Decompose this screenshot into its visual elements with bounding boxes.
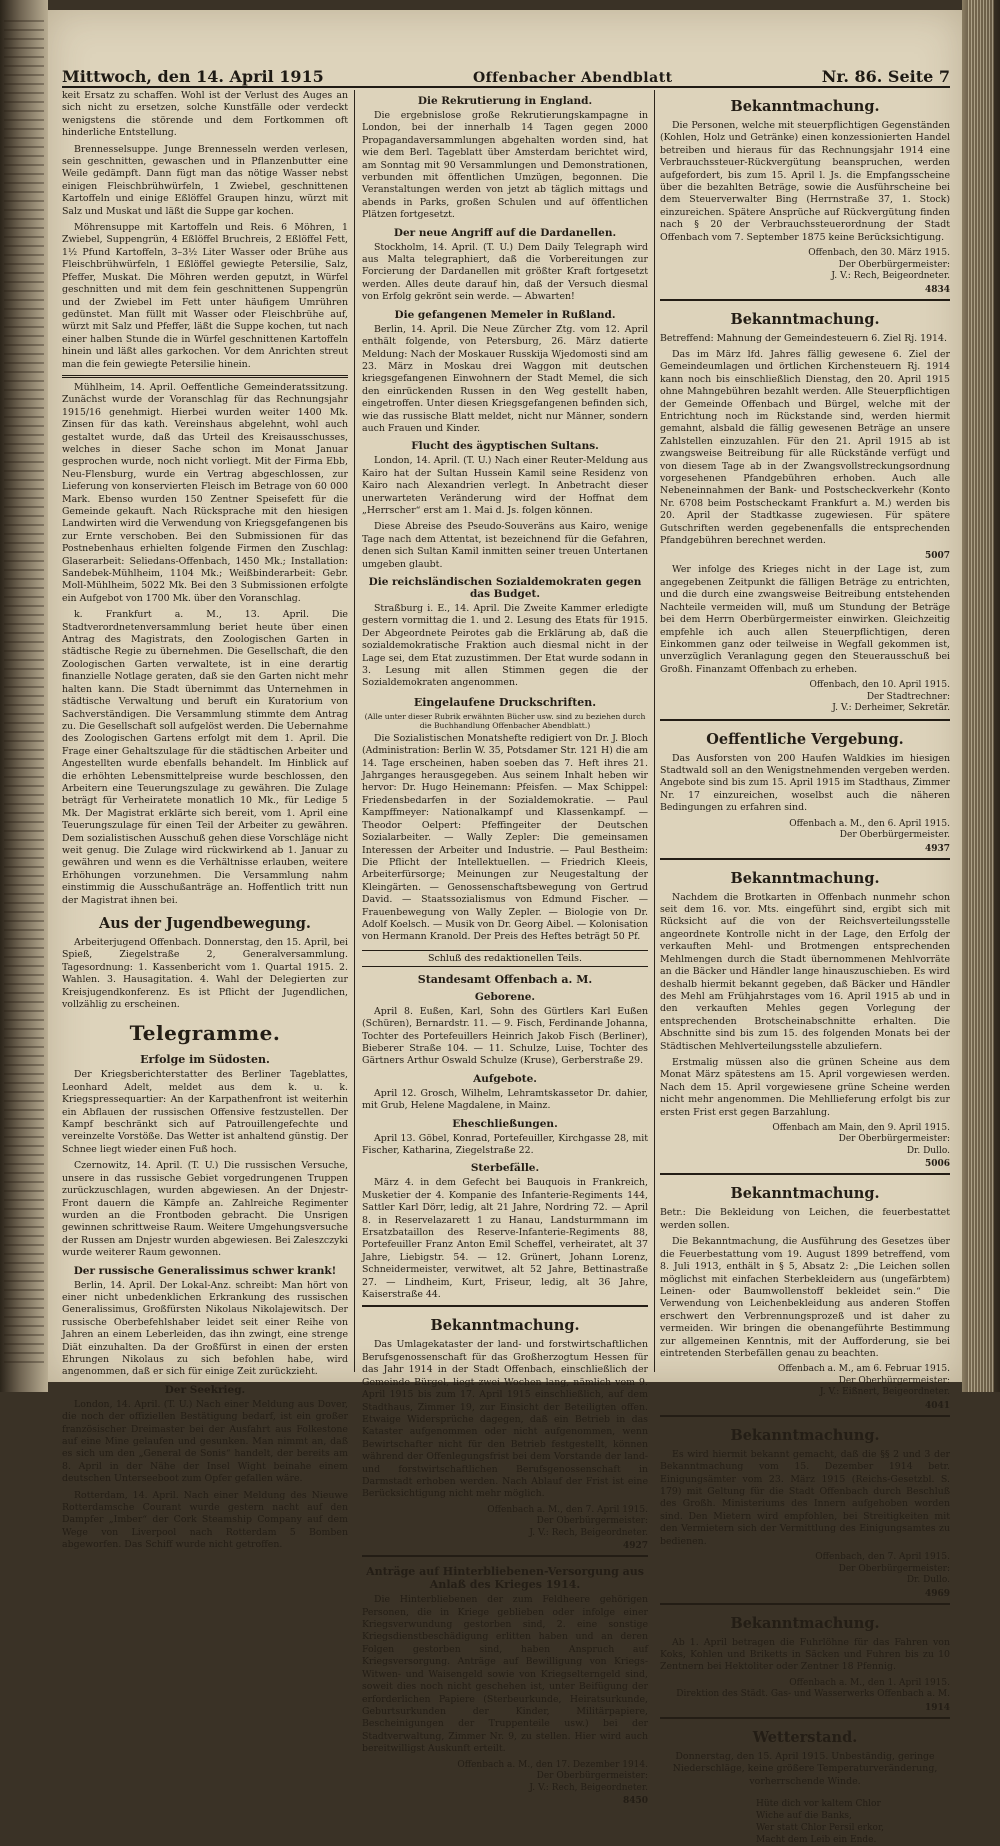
registry-entry: April 13. Göbel, Konrad, Portefeuiller, Kirchgasse 28, mit Fischer, Katharina, Ziegelstraße 22.: [362, 1132, 648, 1156]
notice-signature: Offenbach a. M., den 1. April 1915. Direktion des Städt. Gas- und Wasserwerks Offenbach a. M.: [676, 1677, 950, 1700]
notice-number: 4041: [924, 1400, 950, 1411]
notice-box: [660, 1603, 950, 1713]
article-paragraph: London, 14. April. (T. U.) Nach einer Meldung aus Dover, die noch der offiziellen Bestätigung bedarf, ist ein großer französischer Dreimaster bei der Ausfahrt aus Folkestone auf eine Mine gelaufen und gesunken. Man nimmt an, daß es sich um den „General de Sonis“ handelt, der bereits am 8. April in der Nähe der Insel Wight beinahe einem deutschen Unterseeboot zum Opfer gefallen wäre.: [62, 1398, 348, 1485]
notice-box: [362, 1555, 648, 1806]
article-headline: Flucht des ägyptischen Sultans.: [411, 440, 599, 453]
column-rule: [654, 90, 655, 1372]
section-heading: Standesamt Offenbach a. M.: [417, 972, 593, 986]
notice-text: Ab 1. April betragen die Fuhrlöhne für das Fahren von Koks, Kohlen und Briketts in Säcken und Fuhren bis zu 10 Zentnern bei Hektoliter oder Zentner 18 Pfennig.: [660, 1636, 950, 1673]
article-paragraph: Stockholm, 14. April. (T. U.) Dem Daily Telegraph wird aus Malta telegraphiert, daß die Vorbereitungen zur Forcierung der Dardanellen mit größter Kraft fortgesetzt werden. Alles deute darauf hin, daß der Versuch diesmal von Erfolg gekrönt sein werde. — Abwarten!: [362, 241, 648, 303]
article-headline: Die reichsländischen Sozialdemokraten gegen das Budget.: [368, 576, 642, 600]
notice-title: Oeffentliche Vergebung.: [706, 730, 904, 748]
notice-text: Erstmalig müssen also die grünen Scheine aus dem Monat März spätestens am 15. April vorgewiesen werden. Nach dem 15. April vorgewiesene grüne Scheine werden nicht mehr angenommen. Die Mehllieferung erfolgt bis zur ersten Frist erst gegen Barzahlung.: [660, 1056, 950, 1118]
rubric-note: (Alle unter dieser Rubrik erwähnten Bücher usw. sind zu beziehen durch die Buchhandlung Offenbacher Abendblatt.): [364, 711, 646, 730]
article-paragraph: Der Kriegsberichterstatter des Berliner Tageblattes, Leonhard Adelt, meldet aus dem k. u. k. Kriegspressequartier: An der Karpathenfront ist weiterhin ein Abflauen der russischen Offensive festzustellen. Der Kampf beschränkt sich auf Patrouillengefechte und vereinzelte Vorstöße. Das Wetter ist anhaltend günstig. Der Schnee liegt wieder einen Fuß hoch.: [62, 1069, 348, 1155]
article-headline: Die Rekrutierung in England.: [417, 95, 593, 107]
verse-line: Hüte dich vor kaltem Chlor: [756, 1799, 881, 1810]
article-headline: Der neue Angriff auf die Dardanellen.: [393, 226, 617, 239]
subsection-heading: Sterbefälle.: [470, 1162, 540, 1175]
article-paragraph: Rotterdam, 14. April. Nach einer Meldung des Nieuwe Rotterdamsche Courant wurde gestern nacht auf den Dampfer „Imber“ der Cork Steamship Company auf dem Wege von Liverpool nach Rotterdam 5 Bomben abgeworfen. Das Schiff wurde nicht getroffen.: [62, 1489, 348, 1551]
article-paragraph: Die ergebnislose große Rekrutierungskampagne in London, bei der innerhalb 14 Tagen gegen 2000 Propagandaversammlungen abgehalten worden sind, hat wie dem Berl. Tageblatt über Amsterdam berichtet wird, am Sonntag mit 90 Versammlungen und Demonstrationen, verbunden mit öffentlichen Umzügen, begonnen. Die Veranstaltungen werden von jetzt ab täglich mittags und abends in Parks, großen Schulen und auf öffentlichen Plätzen fortgesetzt.: [362, 110, 648, 221]
notice-number: 8450: [622, 1796, 648, 1807]
local-news-paragraph: k. Frankfurt a. M., 13. April. Die Stadtverordnetenversammlung beriet heute über einen Antrag des Magistrats, den Zoologischen Garten in städtische Regie zu übernehmen. Die Gesellschaft, die den Zoologischen Garten verwaltete, ist in eine derartig finanzielle Notlage geraten, daß sie den Garten nicht mehr halten kann. Die Stadt übernimmt das Unternehmen in städtische Verwaltung und beruft ein Kuratorium von Sachverständigen. Die Versammlung stimmte dem Antrag zu. Die Gesellschaft soll aufgelöst werden. Die Uebernahme des Zoologischen Gartens erfolgt mit dem 1. April. Die Frage einer Gehaltszulage für die städtischen Arbeiter und Angestellten wurde ebenfalls behandelt. Im Hinblick auf die erhöhten Lebensmittelpreise wurde beschlossen, den Arbeitern eine Teuerungszulage zu gewähren. Die Zulage beträgt für Verheiratete monatlich 10 Mk., für Ledige 5 Mk. Der Magistrat erklärte sich bereit, vom 1. April eine Teuerungszulage für einen Teil der Arbeiter zu gewähren. Dem sozialistischen Ausschuß gehen diese Vorschläge nicht weit genug. Die Zulage wird rückwirkend ab 1. Januar zu gewähren und wenn es die Verhältnisse erlauben, weitere Erhöhungen vorzunehmen. Die Versammlung nahm einstimmig die Ausschußanträge an. Hoffentlich tritt nun der Magistrat ihnen bei.: [62, 609, 348, 906]
local-news-paragraph: Mühlheim, 14. April. Oeffentliche Gemeinderatssitzung. Zunächst wurde der Voranschlag für das Rechnungsjahr 1915/16 genehmigt. Hierbei wurden weiter 1400 Mk. Zinsen für das kath. Vereinshaus abgelehnt, wohl auch gestaltet wurde, daß das Urteil des Kreisausschusses, welches in dieser Sache schon im Monat Januar gesprochen wurde, noch nicht vorliegt. Mit der Firma Ebb, Neu-Flensburg, wurde ein Vertrag abgeschlossen, zur Lieferung von konservierten Fleisch im Betrage von 60 000 Mark. Ebenso wurden 150 Zentner Speisefett für die Gemeinde gekauft. Nach Rücksprache mit den hiesigen Landwirten wird die Verwendung von Kriegsgefangenen bis zur Ernte verschoben. Bei den Submissionen für das Postnebenhaus erhielten folgende Firmen den Zuschlag: Glaserarbeit: Seliedans-Offenbach, 1450 Mk.; Installation: Sandebek-Mühlheim, 1104 Mk.; Weißbinderarbeit: Gebr. Moll-Mühlheim, 5022 Mk. Bei den 3 Submissionen erfolgte ein Aufgebot von 1700 Mk. über den Voranschlag.: [62, 381, 348, 604]
notice-text: Das Umlagekataster der land- und forstwirtschaftlichen Berufsgenossenschaft für das Großherzogtum Hessen für das Jahr 1914 in der Stadt Offenbach, einschließlich der Gemeinde Bürgel, liegt zwei Wochen lang, nämlich vom 9. April 1915 bis zum 17. April 1915 einschließlich, auf dem Stadthaus, Zimmer 19, zur Einsicht der Beteiligten offen. Etwaige Widersprüche dagegen, daß ein Betrieb in das Kataster aufgenommen oder nicht aufgenommen, wenn Bewirtschafter nicht für den Betrieb festgestellt, können während der Offenlegungsfrist bei dem Vorstande der land- und forstwirtschaftlichen Berufsgenossenschaft in Darmstadt erhoben werden. Nach Ablauf der Frist ist eine Berücksichtigung nicht mehr möglich.: [362, 1339, 648, 1500]
article-headline: Die gefangenen Memeler in Rußland.: [394, 308, 616, 321]
notice-box: [660, 299, 950, 715]
article-paragraph: Die Sozialistischen Monatshefte redigiert von Dr. J. Bloch (Administration: Berlin W. 35, Potsdamer Str. 121 H) die am 14. Tage erscheinen, haben soeben das 7. Heft ihres 21. Jahrganges herausgegeben. Aus seinem Inhalt heben wir hervor: Dr. Hugo Heinemann: Pfeisfen. — Max Schippel: Friedensbedarfen in der Sozialdemokratie. — Paul Kampffmeyer: Nationalkampf und Klassenkampf. — Theodor Oelpert: Pfeffingeiter der Deutschen Sozialarbeiter. — Wally Zepler: Die gemeinsamen Interessen der Arbeiter und Industrie. — Paul Bestheim: Die Pflicht der Intellektuellen. — Friedrich Kleeis, Arbeiterfürsorge; Meinungen zur Neugestaltung der Kleingärten. — Genossenschaftsbewegung von Gertrud David. — Staatssozialismus von Edmund Fischer. — Frauenbewegung von Wally Zepler. — Biologie von Dr. Adolf Koelsch. — Musik von Dr. Georg Aibel. — Kolonisation von Hermann Kranold. Der Preis des Heftes beträgt 50 Pf.: [362, 732, 648, 943]
recipe-paragraph: Möhrensuppe mit Kartoffeln und Reis. 6 Möhren, 1 Zwiebel, Suppengrün, 4 Eßlöffel Bruchreis, 2 Eßlöffel Fett, 1½ Pfund Kartoffeln, 3–3½ Liter Wasser oder Brühe aus Fleischbrühwürfeln, 1 Eßlöffel gewiegte Petersilie, Salz, Pfeffer, Muskat. Die Möhren werden geputzt, in Würfel geschnitten und mit dem fein geschnittenen Suppengrün und der Zwiebel im Fett unter häufigem Umrühren gedünstet. Man füllt mit Wasser oder Fleischbrühe auf, würzt mit Salz und Pfeffer, läßt die Suppe kochen, tut nach einer halben Stunde die in Würfel geschnittenen Kartoffeln hinein und läßt alles garkochen. Vor dem Anrichten streut man die fein gewiegte Petersilie hinein.: [62, 222, 348, 370]
recipe-paragraph: Brennesselsuppe. Junge Brennesseln werden verlesen, sein geschnitten, gewaschen und in Pflanzenbutter eine Weile gedämpft. Dann fügt man das nötige Wasser nebst einigen Fleischbrühwürfeln, 1 Zwiebel, geschnittenen Kartoffeln und einige Eßlöffel Graupen hinzu, würzt mit Salz und Muskat und läßt die Suppe gar kochen.: [62, 143, 348, 217]
notice-signature: Offenbach a. M., den 7. April 1915. Der Oberbürgermeister: J. V.: Rech, Beigeordneter.: [487, 1504, 648, 1538]
adjacent-page-edge: [4, 20, 44, 1370]
notice-title: Bekanntmachung.: [430, 1317, 580, 1335]
subsection-heading: Eheschließungen.: [452, 1117, 558, 1130]
notice-signature: Offenbach, den 10. April 1915. Der Stadtrechner: J. V.: Derheimer, Sekretär.: [809, 680, 950, 714]
book-binding-left: [0, 0, 48, 1392]
notice-box: [362, 1305, 648, 1551]
notice-text: Das Ausforsten von 200 Haufen Waldkies im hiesigen Stadtwald soll an den Wenigstnehmenden vergeben werden. Angebote sind bis zum 15. April 1915 im Stadthaus, Zimmer Nr. 17 einzureichen, woselbst auch die näheren Bedingungen zu erfahren sind.: [660, 752, 950, 814]
page-header: [62, 64, 950, 88]
column-left: [62, 90, 348, 1551]
page-stack-edge: [968, 0, 994, 1392]
notice-signature: Offenbach a. M., den 6. April 1915. Der Oberbürgermeister.: [789, 818, 950, 841]
verse-line: Macht dem Leib ein Ende.: [756, 1835, 877, 1846]
youth-paragraph: Arbeiterjugend Offenbach. Donnerstag, den 15. April, bei Spieß, Ziegelstraße 2, Generalversammlung. Tagesordnung: 1. Kassenbericht vom 1. Quartal 1915. 2. Wahlen. 3. Hausagitation. 4. Wahl der Delegierten zur Kreisjugendkonferenz. Es ist Pflicht der Jugendlichen, vollzählig zu erscheinen.: [62, 937, 348, 1011]
notice-signature: Offenbach, den 7. April 1915. Der Oberbürgermeister: Dr. Dullo.: [815, 1552, 950, 1586]
weather-box: [660, 1717, 950, 1788]
column-rule: [354, 90, 355, 1372]
notice-number: 4937: [924, 843, 950, 854]
newspaper-page: [48, 10, 962, 1846]
notice-title: Bekanntmachung.: [730, 869, 880, 887]
notice-signature: Offenbach am Main, den 9. April 1915. Der Oberbürgermeister: Dr. Dullo.: [772, 1122, 950, 1156]
notice-number: 5007: [924, 551, 950, 562]
article-headline: Der russische Generalissimus schwer krank!: [73, 1264, 337, 1277]
notice-title: Bekanntmachung.: [730, 1426, 880, 1444]
header-date: Mittwoch, den 14. April 1915: [62, 67, 324, 86]
notice-title: Bekanntmachung.: [730, 310, 880, 328]
notice-box: [660, 719, 950, 854]
notice-text: Wer infolge des Krieges nicht in der Lage ist, zum angegebenen Zeitpunkt die fälligen Beträge zu entrichten, und die durch eine zwangsweise Beitreibung entstehenden Nachteile vermeiden will, muß um Stundung der Beträge bei dem Herrn Oberbürgermeister einwirken. Gleichzeitig empfehle ich auch allen Steuerpflichtigen, deren Einkommen ganz oder teilweise in Wegfall gekommen ist, unverzüglich Veranlagung gegen den Steuerausschuß bei Großh. Finanzamt Offenbach zu erheben.: [660, 564, 950, 675]
notice-title: Bekanntmachung.: [730, 1614, 880, 1632]
column-right: [660, 90, 950, 1846]
section-heading: Aus der Jugendbewegung.: [99, 915, 311, 932]
notice-title: Bekanntmachung.: [730, 1185, 880, 1203]
advert-verse: [756, 1798, 950, 1846]
notice-number: 1914: [924, 1702, 950, 1713]
notice-text: Es wird hiermit bekannt gemacht, daß die §§ 2 und 3 der Bekanntmachung vom 15. Dezember 1914 betr. Einigungsämter vom 23. März 1915 (Reichs-Gesetzbl. S. 179) mit Geltung für die Stadt Offenbach durch Beschluß des Großh. Ministeriums des Innern aufgehoben worden sind. Den Mietern wird empfohlen, bei Streitigkeiten mit den Vermietern sich der Vermittlung des Einigungsamtes zu bedienen.: [660, 1448, 950, 1547]
registry-entry: April 12. Grosch, Wilhelm, Lehramtskassetor Dr. dahier, mit Grub, Helene Magdalene, in Mainz.: [362, 1087, 648, 1112]
header-masthead: Offenbacher Abendblatt: [472, 70, 673, 86]
notice-text: Das im März lfd. Jahres fällig gewesene 6. Ziel der Gemeindeumlagen und örtlichen Kirchensteuern Rj. 1914 kann noch bis einschließlich Dienstag, den 20. April 1915 ohne Mahngebühren bezahlt werden. Alle Steuerpflichtigen der Gemeinde Offenbach und Bürgel, welche mit der Entrichtung noch im Rückstande sind, werden hiermit gemahnt, alsbald die fällig gewesenen Beträge an unsere Zahlstellen einzuzahlen. Für den 21. April 1915 ab ist zwangsweise Beitreibung für alle Rückstände verfügt und von diesem Tage ab in der Zwangsvollstreckungsordnung vorgesehenen Pfandgebühren erhoben. Auch alle Nebeneinnahmen der Bank- und Postscheckverkehr (Konto Nr. 6708 beim Postscheckamt Frankfurt a. M.) werden bis 20. April der Stadtkasse zugewiesen. Für spätere Gutschriften werden gegebenenfalls die entsprechenden Pfandgebühren berechnet werden.: [660, 348, 950, 547]
notice-signature: Offenbach a. M., am 6. Februar 1915. Der Oberbürgermeister: J. V.: Eißnert, Beigeordneter.: [777, 1364, 950, 1398]
notice-box: [660, 1173, 950, 1410]
notice-subject: Betr.: Die Bekleidung von Leichen, die feuerbestattet werden sollen.: [660, 1207, 950, 1231]
weather-title: Wetterstand.: [752, 1728, 858, 1746]
article-paragraph: Diese Abreise des Pseudo-Souveräns aus Kairo, wenige Tage nach dem Attentat, ist bezeichnend für die Gefahren, denen sich Sultan Kamil inmitten seiner treuen Untertanen umgeben glaubt.: [362, 521, 648, 570]
notice-text: Die Hinterbliebenen der zum Feldheere gehörigen Personen, die in Kriege geblieben oder infolge einer Kriegsverwundung gestorben sind, 2. eine sonstige Kriegsdienstbeschädigung erlitten haben und an deren Folgen gestorben sind, haben Anspruch auf Kriegsversorgung. Anträge auf Bewilligung von Kriegs-Witwen- und Waisengeld sowie von Kriegselterngeld sind, soweit dies noch nicht geschehen ist, unter Beifügung der erforderlichen Papiere (Sterbeurkunde, Heiratsurkunde, Geburtsurkunden der Kinder, Militärpapiere, Bescheinigungen der Truppenteile usw.) bei der Stadtverwaltung, Zimmer Nr. 9, zu stellen. Hier wird auch bereitwilligst Auskunft erteilt.: [362, 1594, 648, 1755]
verse-line: Wer statt Chlor Persil erkor,: [756, 1823, 885, 1834]
header-issue: Nr. 86. Seite 7: [821, 67, 950, 86]
notice-number: 4834: [924, 284, 950, 295]
notice-number: 4969: [924, 1588, 950, 1599]
registry-entry: April 8. Eußen, Karl, Sohn des Gürtlers Karl Eußen (Schüren), Bernardstr. 11. — 9. Fisch, Ferdinande Johanna, Tochter des Portefeuillers Heinrich Jakob Fisch (Berliner), Bieberer Straße 104. — 11. Schulze, Luise, Tochter des Gärtners Arthur Oswald Schulze (Kruse), Gerberstraße 29.: [362, 1005, 648, 1067]
telegrams-heading: Telegramme.: [129, 1021, 281, 1046]
divider: [62, 375, 348, 378]
article-paragraph: keit Ersatz zu schaffen. Wohl ist der Verlust des Auges an sich nicht zu ersetzen, solche Kunstfälle oder verdeckt wenigstens die störende und dem Fortkommen oft hinderliche Entstellung.: [62, 90, 348, 139]
notice-title: Anträge auf Hinterbliebenen-Versorgung aus Anlaß des Krieges 1914.: [366, 1565, 644, 1592]
notice-box: [660, 858, 950, 1170]
editorial-end-marker: Schluß des redaktionellen Teils.: [362, 950, 648, 967]
subsection-heading: Geborene.: [474, 990, 536, 1003]
article-paragraph: Berlin, 14. April. Der Lokal-Anz. schreibt: Man hört von einer nicht unbedenklichen Erkrankung des russischen Generalissimus, Großfürsten Nikolaus Nikolajewitsch. Der russische Oberbefehlshaber leidet seit einer Reihe von Jahren an einem Leberleiden, das ihn zwingt, eine strenge Diät einzuhalten. Da der Großfürst in einen der ersten Ehrungen Nikolaus zu sich befohlen habe, wird angenommen, daß er sich für einige Zeit zurückzieht.: [62, 1279, 348, 1378]
registry-entry: März 4. in dem Gefecht bei Bauquois in Frankreich, Musketier der 4. Kompanie des Infanterie-Regiments 144, Sattler Karl Dörr, ledig, alt 21 Jahre, Nordring 72. — April 8. in Reservelazarett 1 zu Hanau, Landsturmmann im Ersatzbataillon des Reserve-Infanterie-Regiments 88, Portefeuiller Franz Anton Emil Scheffel, verheiratet, alt 37 Jahre, Liebigstr. 54. — 12. Grünert, Johann Lorenz, Schneidermeister, verwitwet, alt 52 Jahre, Bettinastraße 27. — Lindheim, Kurt, Friseur, ledig, alt 36 Jahre, Kaiserstraße 44.: [362, 1177, 648, 1301]
notice-signature: Offenbach, den 30. März 1915. Der Oberbürgermeister: J. V.: Rech, Beigeordneter.: [808, 248, 950, 282]
notice-signature: Offenbach a. M., den 17. Dezember 1914. Der Oberbürgermeister: J. V.: Rech, Beigeordneter.: [457, 1759, 648, 1793]
notice-text: Die Personen, welche mit steuerpflichtigen Gegenständen (Kohlen, Holz und Getränke) einen konzessionierten Handel betreiben und hieraus für das Rechnungsjahr 1914 eine Verbrauchssteuer-Rückvergütung beanspruchen, werden aufgefordert, bis zum 15. April l. Js. die Empfangsscheine über die bezahlten Beträge, sowie die Ausführscheine bei dem Steuerverwalter Bing (Herrnstraße 37, 1. Stock) einzureichen. Spätere Ansprüche auf Rückvergütung finden nach § 20 der Verbrauchssteuerordnung der Stadt Offenbach vom 7. September 1875 keine Berücksichtigung.: [660, 120, 950, 243]
article-paragraph: London, 14. April. (T. U.) Nach einer Reuter-Meldung aus Kairo hat der Sultan Hussein Kamil seine Residenz von Kairo nach Alexandrien verlegt. In Anbetracht dieser unerwarteten Veränderung wird der Hoffnat dem „Herrscher“ erst am 1. Mai d. Js. folgen können.: [362, 455, 648, 516]
article-paragraph: Straßburg i. E., 14. April. Die Zweite Kammer erledigte gestern vormittag die 1. und 2. Lesung des Etats für 1915. Der Abgeordnete Peirotes gab die Erklärung ab, daß die sozialdemokratische Fraktion auch diesmal nicht in der Lage sei, dem Etat zuzustimmen. Der Etat wurde sodann in 3. Lesung mit allen Stimmen gegen die der Sozialdemokraten angenommen.: [362, 603, 648, 689]
article-headline: Der Seekrieg.: [164, 1383, 246, 1396]
column-middle: [362, 90, 648, 1807]
section-heading: Eingelaufene Druckschriften.: [413, 695, 597, 709]
notice-subject: Betreffend: Mahnung der Gemeindesteuern 6. Ziel Rj. 1914.: [660, 332, 947, 344]
article-paragraph: Berlin, 14. April. Die Neue Zürcher Ztg. vom 12. April enthält folgende, von Petersburg, 26. März datierte Meldung: Nach der Moskauer Russkija Wjedomosti sind am 23. März in Moskau drei Waggon mit deutschen kriegsgefangenen Einwohnern der Stadt Memel, die sich den einrückenden Russen in den Weg gestellt haben, eingetroffen. Unter diesen Kriegsgefangenen befinden sich, wie das russische Blatt meldet, nicht nur Männer, sondern auch Frauen und Kinder.: [362, 323, 648, 434]
verse-line: Wiche auf die Banks,: [756, 1811, 852, 1822]
notice-box: [660, 98, 950, 295]
notice-title: Bekanntmachung.: [730, 98, 880, 115]
article-paragraph: Czernowitz, 14. April. (T. U.) Die russischen Versuche, unsere in das russische Gebiet vorgedrungenen Truppen zurückzuschlagen, wurden abgewiesen. An der Dnjestr-Front dauern die Kämpfe an. Zahlreiche Regimenter wurden an die Frontboden gebracht. Die Unsrigen gewinnen schrittweise Raum. Weitere Umgehungsversuche der Russen am Dnjestr wurden abgewiesen. Bei Zaleszczyki wurde weiterer Raum gewonnen.: [62, 1160, 348, 1259]
notice-text: Die Bekanntmachung, die Ausführung des Gesetzes über die Feuerbestattung vom 19. August 1899 betreffend, vom 8. Juli 1913, enthält in § 5, Absatz 2: „Die Leichen sollen möglichst mit einfachen Sterbekleidern aus (ungefärbtem) Leinen- oder Baumwollenstoff bekleidet sein.“ Die Verwendung von Leichenbekleidung aus anderen Stoffen erschwert den Verbrennungsprozeß und ist daher zu vermeiden. Wir bringen die obenangeführte Bestimmung zur allgemeinen Kenntnis, mit der Aufforderung, sie bei eintretenden Sterbefällen genau zu beachten.: [660, 1236, 950, 1359]
article-headline: Erfolge im Südosten.: [140, 1053, 270, 1067]
notice-number: 5006: [924, 1159, 950, 1170]
subsection-heading: Aufgebote.: [473, 1072, 537, 1085]
book-binding-right: [962, 0, 1000, 1392]
notice-number: 4927: [622, 1541, 648, 1552]
notice-box: [660, 1415, 950, 1599]
weather-text: Donnerstag, den 15. April 1915. Unbeständig, geringe Niederschläge, keine größere Temperaturveränderung, vorherrschende Winde.: [672, 1750, 938, 1787]
notice-text: Nachdem die Brotkarten in Offenbach nunmehr schon seit dem 16. vor. Mts. eingeführt sind, ergibt sich mit Rücksicht auf die von der Reichsverteilungsstelle angeordnete Kontrolle nicht in der Lage, den Erfolg der verkauften Mehl- und Brotmengen entsprechenden Mehlmengen durch die Stadt übernommenen Mehlvorräte an die Bäcker und Händler lange hinauszuschieben. Es wird deshalb hiermit bekannt gegeben, daß Bäcker und Händler des Mehl am Frühjahrstages vom 16. April 1915 ab und in den verkauften Mehles gegen Vorlegung der entsprechenden Brotscheinabschnitte erhalten. Die Abschnitte sind bis zum 15. des folgenden Monats bei der Städtischen Mehlverteilungsstelle abzuliefern.: [660, 891, 950, 1052]
